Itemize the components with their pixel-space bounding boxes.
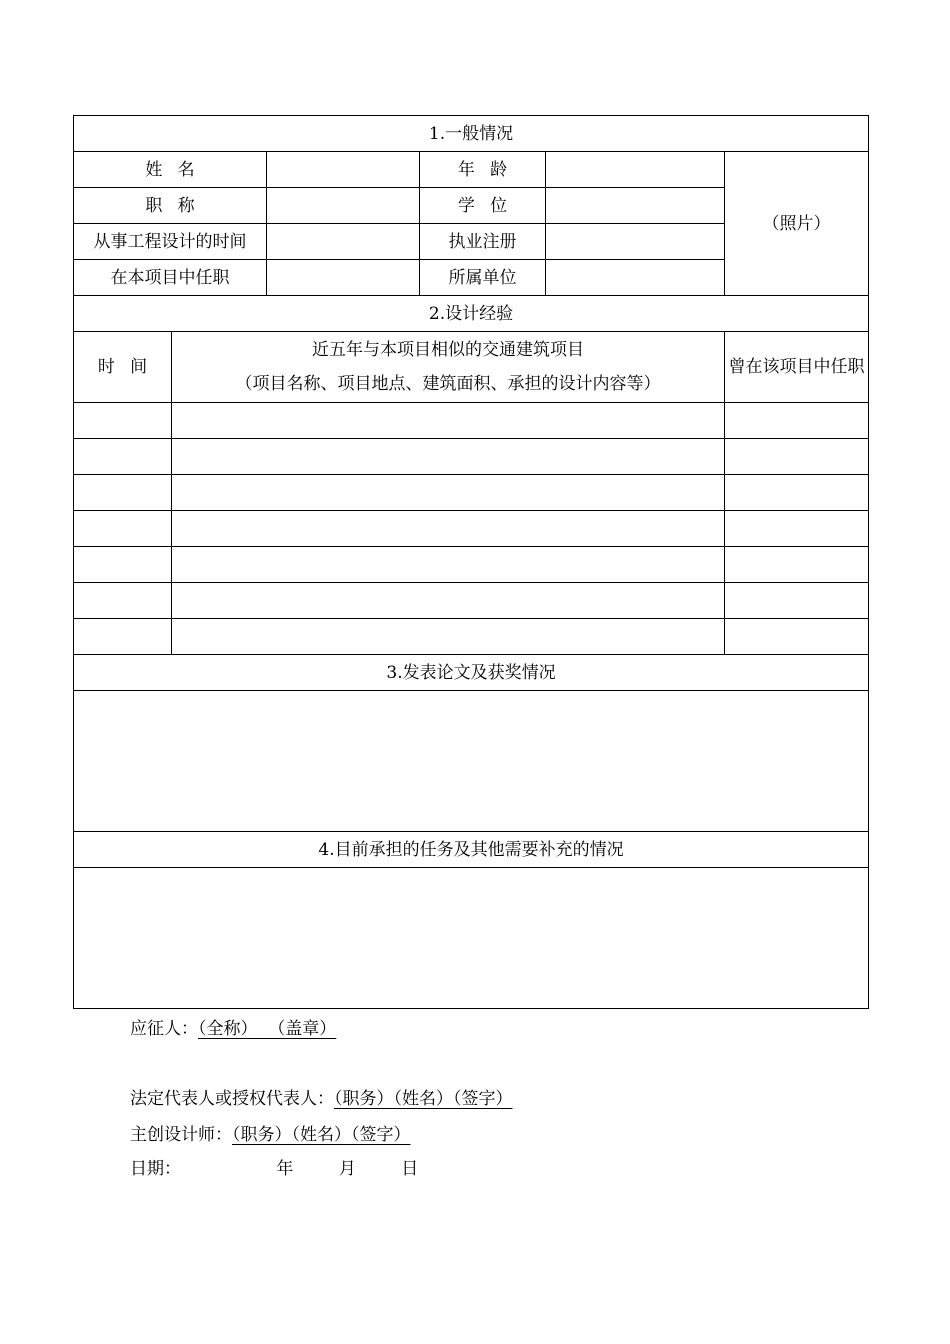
experience-role-cell[interactable] bbox=[725, 475, 869, 511]
experience-role-cell[interactable] bbox=[725, 403, 869, 439]
experience-time-cell[interactable] bbox=[74, 583, 172, 619]
experience-project-cell[interactable] bbox=[172, 583, 725, 619]
experience-role-cell[interactable] bbox=[725, 439, 869, 475]
experience-project-cell[interactable] bbox=[172, 511, 725, 547]
experience-row bbox=[74, 547, 869, 583]
project-role-label: 在本项目中任职 bbox=[74, 260, 267, 296]
section-papers-heading: 3.发表论文及获奖情况 bbox=[74, 655, 869, 691]
experience-row bbox=[74, 403, 869, 439]
registration-label: 执业注册 bbox=[420, 224, 546, 260]
experience-project-cell[interactable] bbox=[172, 439, 725, 475]
experience-time-header: 时间 bbox=[74, 332, 172, 403]
experience-time-cell[interactable] bbox=[74, 475, 172, 511]
applicant-value[interactable]: （全称） （盖章） bbox=[198, 1019, 337, 1039]
papers-content-area[interactable] bbox=[74, 691, 869, 832]
experience-row bbox=[74, 475, 869, 511]
experience-time-cell[interactable] bbox=[74, 547, 172, 583]
legal-rep-line bbox=[130, 1088, 513, 1110]
experience-role-cell[interactable] bbox=[725, 583, 869, 619]
experience-row bbox=[74, 439, 869, 475]
registration-field[interactable] bbox=[546, 224, 725, 260]
experience-row bbox=[74, 583, 869, 619]
name-label: 姓名 bbox=[74, 152, 267, 188]
experience-projects-header-line1: 近五年与本项目相似的交通建筑项目 bbox=[312, 340, 584, 360]
applicant-label: 应征人： bbox=[130, 1019, 198, 1039]
design-years-field[interactable] bbox=[267, 224, 420, 260]
experience-project-cell[interactable] bbox=[172, 619, 725, 655]
legal-rep-value[interactable]: （职务）（姓名）（签字） bbox=[334, 1089, 513, 1109]
experience-time-cell[interactable] bbox=[74, 439, 172, 475]
section-general-heading: 1.一般情况 bbox=[74, 116, 869, 152]
experience-role-cell[interactable] bbox=[725, 547, 869, 583]
experience-row bbox=[74, 619, 869, 655]
resume-form-table bbox=[73, 115, 869, 1009]
experience-time-cell[interactable] bbox=[74, 403, 172, 439]
date-year-label: 年 bbox=[276, 1159, 294, 1179]
date-month-label: 月 bbox=[338, 1159, 356, 1179]
experience-projects-header-line2: （项目名称、项目地点、建筑面积、承担的设计内容等） bbox=[235, 374, 661, 394]
section-tasks-heading: 4.目前承担的任务及其他需要补充的情况 bbox=[74, 832, 869, 868]
photo-box[interactable]: （照片） bbox=[725, 152, 869, 296]
date-line bbox=[130, 1158, 418, 1180]
chief-designer-line bbox=[130, 1124, 411, 1146]
experience-time-cell[interactable] bbox=[74, 619, 172, 655]
experience-project-cell[interactable] bbox=[172, 547, 725, 583]
experience-row bbox=[74, 511, 869, 547]
experience-role-cell[interactable] bbox=[725, 619, 869, 655]
age-label: 年龄 bbox=[420, 152, 546, 188]
experience-projects-header bbox=[172, 332, 725, 403]
unit-field[interactable] bbox=[546, 260, 725, 296]
applicant-line bbox=[130, 1018, 336, 1040]
experience-time-cell[interactable] bbox=[74, 511, 172, 547]
date-label: 日期： bbox=[130, 1159, 181, 1179]
title-label: 职称 bbox=[74, 188, 267, 224]
experience-project-cell[interactable] bbox=[172, 403, 725, 439]
experience-role-header: 曾在该项目中任职 bbox=[725, 332, 869, 403]
section-experience-heading: 2.设计经验 bbox=[74, 296, 869, 332]
chief-designer-label: 主创设计师： bbox=[130, 1125, 232, 1145]
title-field[interactable] bbox=[267, 188, 420, 224]
tasks-content-area[interactable] bbox=[74, 868, 869, 1009]
degree-label: 学位 bbox=[420, 188, 546, 224]
name-field[interactable] bbox=[267, 152, 420, 188]
project-role-field[interactable] bbox=[267, 260, 420, 296]
design-years-label: 从事工程设计的时间 bbox=[74, 224, 267, 260]
experience-project-cell[interactable] bbox=[172, 475, 725, 511]
experience-role-cell[interactable] bbox=[725, 511, 869, 547]
age-field[interactable] bbox=[546, 152, 725, 188]
chief-designer-value[interactable]: （职务）（姓名）（签字） bbox=[232, 1125, 411, 1145]
date-day-label: 日 bbox=[401, 1159, 419, 1179]
degree-field[interactable] bbox=[546, 188, 725, 224]
unit-label: 所属单位 bbox=[420, 260, 546, 296]
legal-rep-label: 法定代表人或授权代表人： bbox=[130, 1089, 334, 1109]
